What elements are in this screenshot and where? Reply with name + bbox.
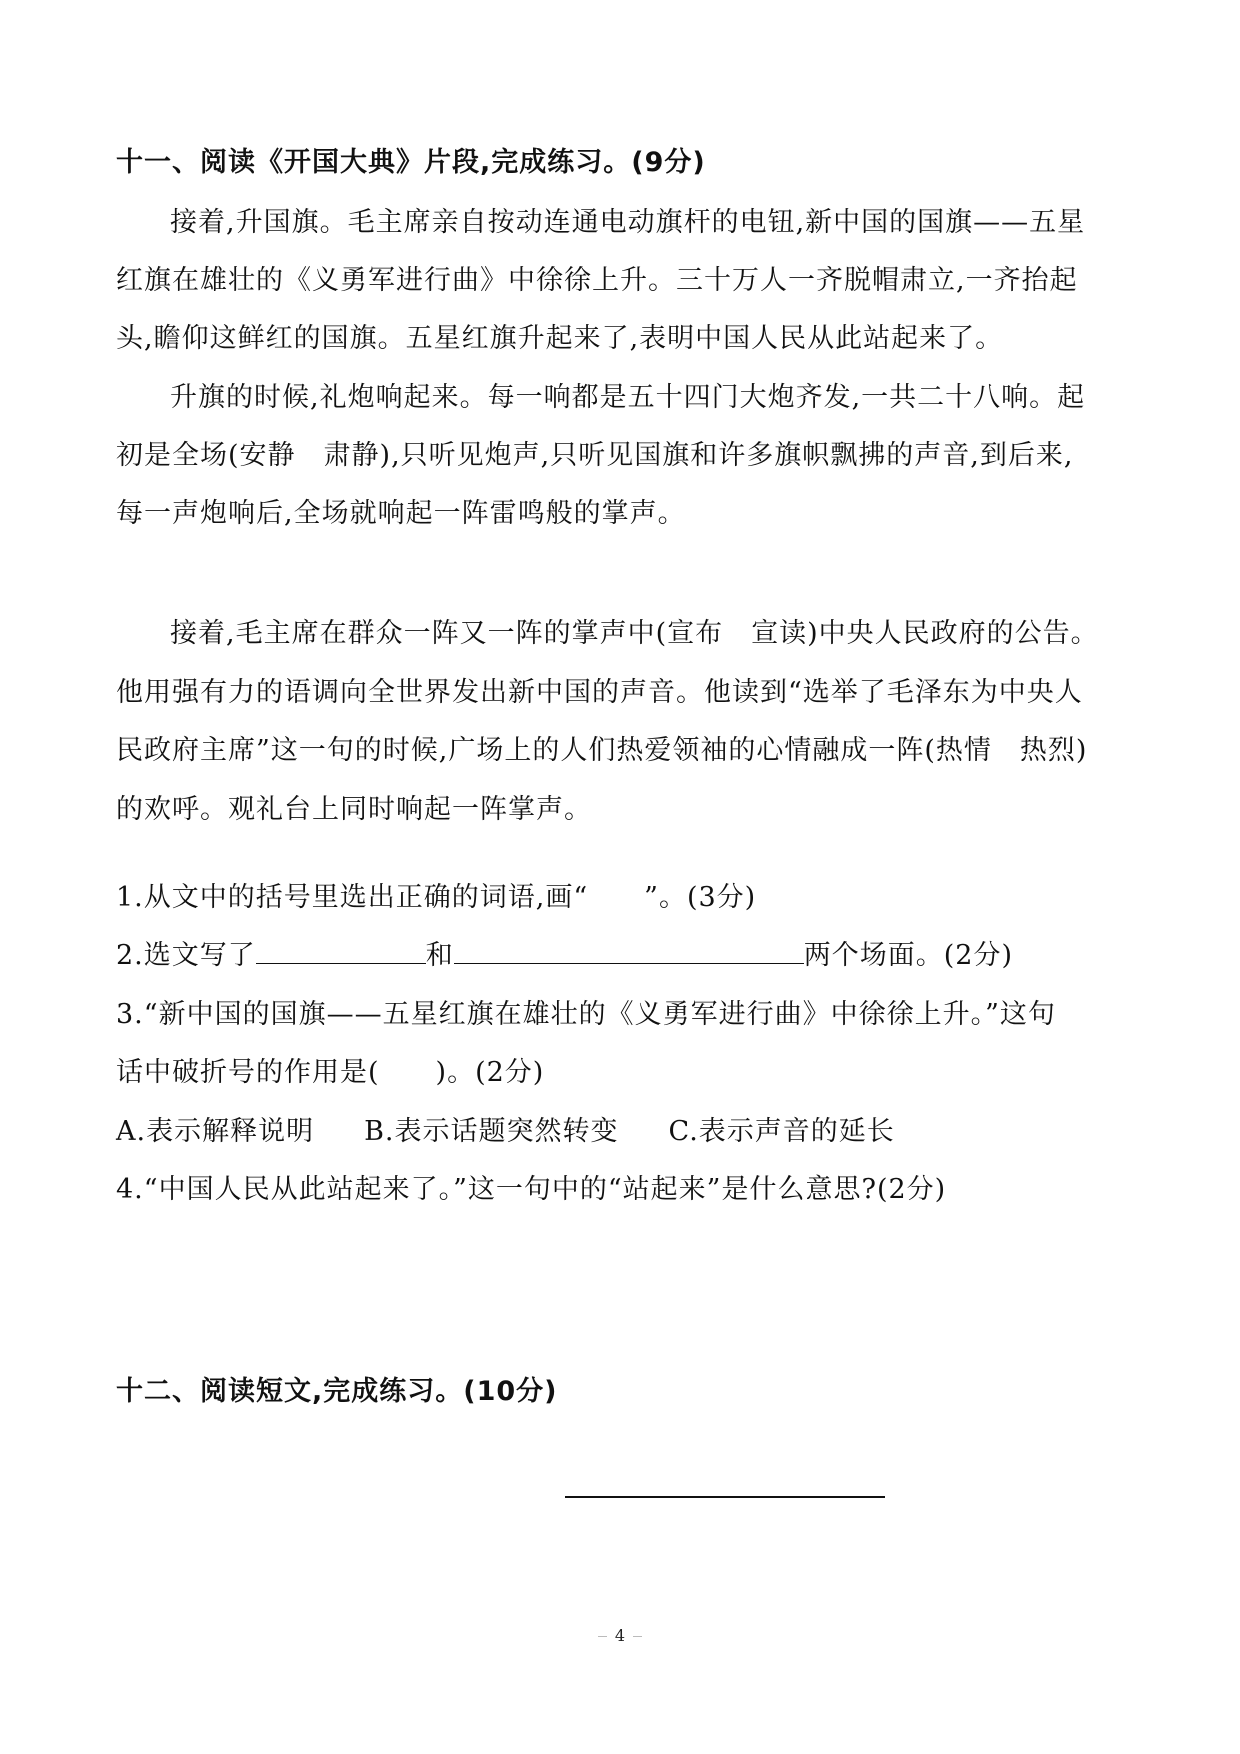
- option-a[interactable]: A.表示解释说明: [116, 1116, 315, 1147]
- question-2-middle: 和: [425, 940, 454, 971]
- passage-p2-line3: 每一声炮响后,全场就响起一阵雷鸣般的掌声。: [116, 498, 686, 529]
- option-c[interactable]: C.表示声音的延长: [668, 1116, 895, 1147]
- passage-p3-line4: 的欢呼。观礼台上同时响起一阵掌声。: [116, 794, 592, 825]
- answer-blank-2[interactable]: [454, 939, 804, 964]
- dash-left: [598, 1636, 607, 1637]
- question-1: 1.从文中的括号里选出正确的词语,画“ ”。(3分): [116, 882, 757, 913]
- question-2-suffix: 两个场面。(2分): [803, 940, 1014, 971]
- passage-p1-line1: 接着,升国旗。毛主席亲自按动连通电动旗杆的电钮,新中国的国旗——五星: [170, 207, 1086, 238]
- question-2: [116, 939, 1013, 973]
- page-number-value: 4: [614, 1626, 626, 1645]
- passage-p1-line3: 头,瞻仰这鲜红的国旗。五星红旗升起来了,表明中国人民从此站起来了。: [116, 323, 1004, 354]
- passage-p3-line2: 他用强有力的语调向全世界发出新中国的声音。他读到“选举了毛泽东为中央人: [116, 677, 1083, 708]
- answer-blank-1[interactable]: [256, 939, 426, 964]
- question-2-prefix: 2.选文写了: [116, 940, 256, 971]
- passage-p2-line2: 初是全场(安静 肃静),只听见炮声,只听见国旗和许多旗帜飘拂的声音,到后来,: [116, 440, 1074, 471]
- question-4: 4.“中国人民从此站起来了。”这一句中的“站起来”是什么意思?(2分): [116, 1174, 947, 1205]
- passage-p2-line1: 升旗的时候,礼炮响起来。每一响都是五十四门大炮齐发,一共二十八响。起: [170, 382, 1086, 413]
- dash-right: [633, 1636, 642, 1637]
- passage-p1-line2: 红旗在雄壮的《义勇军进行曲》中徐徐上升。三十万人一齐脱帽肃立,一齐抬起: [116, 265, 1078, 296]
- passage-p3-line3: 民政府主席”这一句的时候,广场上的人们热爱领袖的心情融成一阵(热情 热烈): [116, 735, 1088, 766]
- title-answer-line[interactable]: [565, 1496, 885, 1498]
- option-b[interactable]: B.表示话题突然转变: [364, 1116, 619, 1147]
- question-3-options: [116, 1115, 895, 1149]
- question-3-line2: 话中破折号的作用是( )。(2分): [116, 1057, 545, 1088]
- section-12-title: 十二、阅读短文,完成练习。(10分): [116, 1376, 558, 1407]
- question-3-line1: 3.“新中国的国旗——五星红旗在雄壮的《义勇军进行曲》中徐徐上升。”这句: [116, 999, 1056, 1030]
- page-number: [0, 1626, 1240, 1645]
- passage-p3-line1: 接着,毛主席在群众一阵又一阵的掌声中(宣布 宣读)中央人民政府的公告。: [170, 618, 1099, 649]
- section-11-title: 十一、阅读《开国大典》片段,完成练习。(9分): [116, 147, 706, 178]
